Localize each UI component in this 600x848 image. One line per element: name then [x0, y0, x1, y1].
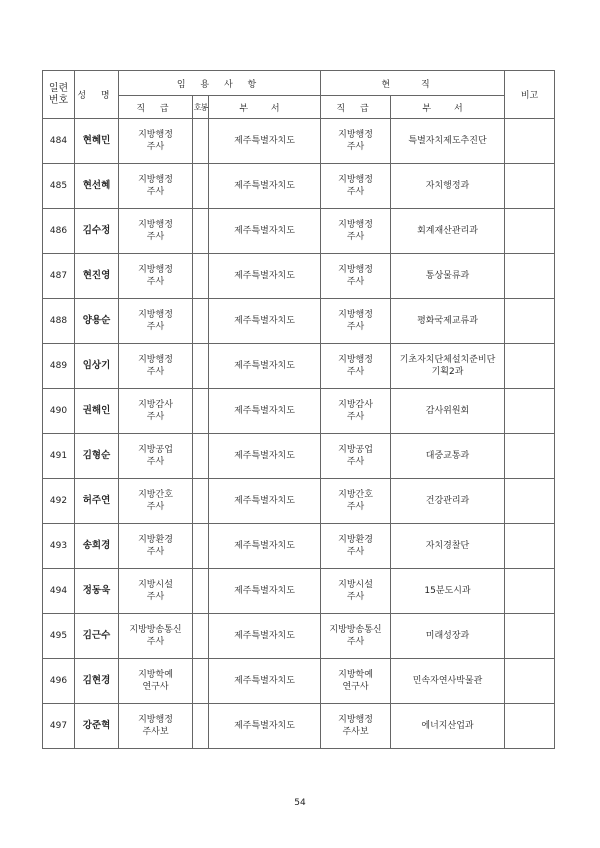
- cell-cur-rank: 지방행정 주사: [321, 164, 391, 209]
- cell-rank: 지방방송통신 주사: [119, 614, 193, 659]
- table-row: [43, 479, 555, 524]
- table-row: [43, 569, 555, 614]
- cell-cur-dept: 기초자치단체설치준비단 기획2과: [391, 344, 505, 389]
- cell-no: 494: [43, 569, 75, 614]
- cell-dept: 제주특별자치도: [209, 209, 321, 254]
- cell-name: 권해인: [75, 389, 119, 434]
- cell-no: 487: [43, 254, 75, 299]
- cell-cur-rank: 지방행정 주사: [321, 119, 391, 164]
- cell-grade: [193, 479, 209, 524]
- cell-no: 497: [43, 704, 75, 749]
- cell-rank: 지방환경 주사: [119, 524, 193, 569]
- cell-cur-dept: 에너지산업과: [391, 704, 505, 749]
- cell-remark: [505, 209, 555, 254]
- cell-grade: [193, 704, 209, 749]
- cell-name: 김근수: [75, 614, 119, 659]
- cell-dept: 제주특별자치도: [209, 434, 321, 479]
- cell-remark: [505, 254, 555, 299]
- cell-remark: [505, 434, 555, 479]
- cell-name: 송희경: [75, 524, 119, 569]
- table-row: [43, 119, 555, 164]
- cell-grade: [193, 119, 209, 164]
- cell-cur-dept: 자치행정과: [391, 164, 505, 209]
- cell-no: 496: [43, 659, 75, 704]
- cell-cur-dept: 민속자연사박물관: [391, 659, 505, 704]
- cell-cur-rank: 지방행정 주사: [321, 344, 391, 389]
- cell-name: 허주연: [75, 479, 119, 524]
- table-row: [43, 614, 555, 659]
- cell-cur-rank: 지방행정 주사: [321, 299, 391, 344]
- cell-name: 김수정: [75, 209, 119, 254]
- header-rank: 직 급: [119, 96, 193, 119]
- cell-name: 강준혁: [75, 704, 119, 749]
- cell-remark: [505, 389, 555, 434]
- table-row: [43, 704, 555, 749]
- cell-name: 김형순: [75, 434, 119, 479]
- cell-name: 현진영: [75, 254, 119, 299]
- cell-dept: 제주특별자치도: [209, 389, 321, 434]
- cell-remark: [505, 119, 555, 164]
- cell-dept: 제주특별자치도: [209, 524, 321, 569]
- cell-cur-rank: 지방행정 주사보: [321, 704, 391, 749]
- cell-dept: 제주특별자치도: [209, 299, 321, 344]
- personnel-table: [42, 70, 555, 749]
- cell-name: 현선혜: [75, 164, 119, 209]
- cell-rank: 지방행정 주사: [119, 344, 193, 389]
- cell-rank: 지방행정 주사: [119, 209, 193, 254]
- cell-remark: [505, 299, 555, 344]
- cell-cur-dept: 평화국제교류과: [391, 299, 505, 344]
- cell-grade: [193, 614, 209, 659]
- cell-cur-dept: 특별자치제도추진단: [391, 119, 505, 164]
- cell-rank: 지방공업 주사: [119, 434, 193, 479]
- cell-cur-dept: 통상물류과: [391, 254, 505, 299]
- cell-cur-rank: 지방행정 주사: [321, 254, 391, 299]
- cell-rank: 지방행정 주사: [119, 299, 193, 344]
- header-current: 현 직: [321, 71, 505, 96]
- cell-no: 491: [43, 434, 75, 479]
- cell-cur-rank: 지방시설 주사: [321, 569, 391, 614]
- cell-remark: [505, 524, 555, 569]
- cell-rank: 지방시설 주사: [119, 569, 193, 614]
- cell-grade: [193, 434, 209, 479]
- cell-cur-rank: 지방행정 주사: [321, 209, 391, 254]
- table-row: [43, 659, 555, 704]
- cell-rank: 지방행정 주사보: [119, 704, 193, 749]
- cell-no: 484: [43, 119, 75, 164]
- cell-name: 임상기: [75, 344, 119, 389]
- cell-no: 486: [43, 209, 75, 254]
- cell-no: 489: [43, 344, 75, 389]
- cell-remark: [505, 164, 555, 209]
- cell-no: 488: [43, 299, 75, 344]
- table-row: [43, 434, 555, 479]
- cell-grade: [193, 209, 209, 254]
- cell-name: 양용순: [75, 299, 119, 344]
- header-cur-dept: 부 서: [391, 96, 505, 119]
- cell-cur-rank: 지방공업 주사: [321, 434, 391, 479]
- cell-cur-dept: 대중교통과: [391, 434, 505, 479]
- cell-no: 495: [43, 614, 75, 659]
- header-serial: 일련 번호: [43, 71, 75, 119]
- cell-rank: 지방학예 연구사: [119, 659, 193, 704]
- cell-no: 485: [43, 164, 75, 209]
- table-row: [43, 344, 555, 389]
- cell-cur-dept: 15분도시과: [391, 569, 505, 614]
- cell-name: 정동욱: [75, 569, 119, 614]
- cell-grade: [193, 569, 209, 614]
- header-dept: 부 서: [209, 96, 321, 119]
- cell-dept: 제주특별자치도: [209, 614, 321, 659]
- table-row: [43, 164, 555, 209]
- cell-grade: [193, 254, 209, 299]
- cell-no: 493: [43, 524, 75, 569]
- cell-cur-dept: 자치경찰단: [391, 524, 505, 569]
- cell-grade: [193, 389, 209, 434]
- cell-remark: [505, 704, 555, 749]
- cell-cur-rank: 지방간호 주사: [321, 479, 391, 524]
- cell-rank: 지방감사 주사: [119, 389, 193, 434]
- cell-dept: 제주특별자치도: [209, 254, 321, 299]
- header-name: 성 명: [75, 71, 119, 119]
- cell-name: 김현경: [75, 659, 119, 704]
- table-row: [43, 524, 555, 569]
- cell-rank: 지방행정 주사: [119, 119, 193, 164]
- cell-grade: [193, 299, 209, 344]
- cell-dept: 제주특별자치도: [209, 344, 321, 389]
- cell-remark: [505, 659, 555, 704]
- cell-rank: 지방간호 주사: [119, 479, 193, 524]
- header-cur-rank: 직 급: [321, 96, 391, 119]
- cell-cur-dept: 건강관리과: [391, 479, 505, 524]
- cell-remark: [505, 614, 555, 659]
- cell-cur-rank: 지방방송통신 주사: [321, 614, 391, 659]
- cell-cur-rank: 지방학예 연구사: [321, 659, 391, 704]
- cell-dept: 제주특별자치도: [209, 569, 321, 614]
- cell-cur-rank: 지방환경 주사: [321, 524, 391, 569]
- table-row: [43, 389, 555, 434]
- cell-remark: [505, 569, 555, 614]
- cell-grade: [193, 659, 209, 704]
- cell-no: 490: [43, 389, 75, 434]
- cell-dept: 제주특별자치도: [209, 164, 321, 209]
- cell-dept: 제주특별자치도: [209, 479, 321, 524]
- cell-cur-dept: 미래성장과: [391, 614, 505, 659]
- cell-cur-dept: 회계재산관리과: [391, 209, 505, 254]
- table-row: [43, 209, 555, 254]
- cell-rank: 지방행정 주사: [119, 164, 193, 209]
- header-grade: 호봉: [193, 96, 209, 119]
- cell-name: 현혜민: [75, 119, 119, 164]
- cell-remark: [505, 479, 555, 524]
- cell-dept: 제주특별자치도: [209, 119, 321, 164]
- cell-grade: [193, 524, 209, 569]
- page-number: 54: [294, 798, 306, 808]
- header-remarks: 비고: [505, 71, 555, 119]
- header-appointment: 임 용 사 항: [119, 71, 321, 96]
- cell-no: 492: [43, 479, 75, 524]
- cell-grade: [193, 164, 209, 209]
- cell-dept: 제주특별자치도: [209, 659, 321, 704]
- cell-remark: [505, 344, 555, 389]
- cell-cur-rank: 지방감사 주사: [321, 389, 391, 434]
- table-body: [43, 119, 555, 749]
- cell-rank: 지방행정 주사: [119, 254, 193, 299]
- cell-grade: [193, 344, 209, 389]
- cell-cur-dept: 감사위원회: [391, 389, 505, 434]
- cell-dept: 제주특별자치도: [209, 704, 321, 749]
- table-row: [43, 299, 555, 344]
- table-row: [43, 254, 555, 299]
